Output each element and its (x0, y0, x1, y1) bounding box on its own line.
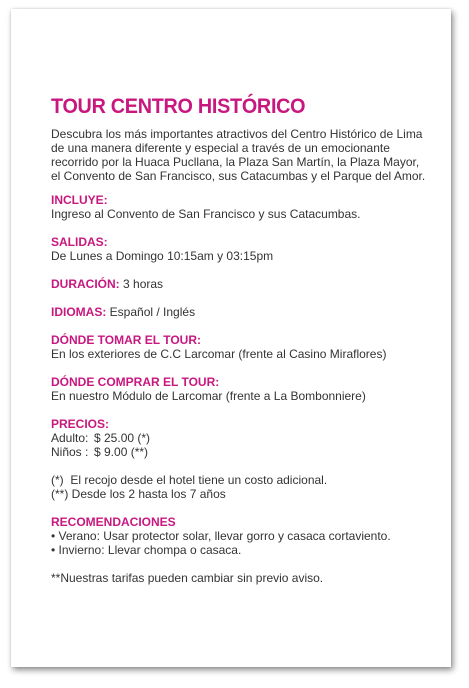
duracion-label: DURACIÓN: (51, 277, 120, 291)
donde-tomar-text: En los exteriores de C.C Larcomar (frente al Casino Miraflores) (51, 347, 387, 361)
price-row-adulto (51, 431, 441, 445)
section-precios (51, 417, 441, 459)
intro-paragraph (51, 127, 441, 183)
section-recomendaciones (51, 515, 441, 557)
donde-tomar-label: DÓNDE TOMAR EL TOUR: (51, 333, 202, 347)
nota-line: (**) Desde los 2 hasta los 7 años (51, 487, 226, 501)
salidas-text: De Lunes a Domingo 10:15am y 03:15pm (51, 249, 274, 263)
intro-line: recorrido por la Huaca Pucllana, la Plaza San Martín, la Plaza Mayor, (51, 155, 420, 169)
idiomas-label: IDIOMAS: (51, 305, 107, 319)
section-idiomas (51, 305, 441, 319)
tour-card (11, 9, 451, 667)
aviso-text: **Nuestras tarifas pueden cambiar sin previo aviso. (51, 571, 324, 585)
section-salidas (51, 235, 441, 263)
donde-comprar-text: En nuestro Módulo de Larcomar (frente a La Bombonniere) (51, 389, 366, 403)
page-title: TOUR CENTRO HISTÓRICO (51, 94, 306, 118)
intro-line: el Convento de San Francisco, sus Catacumbas y el Parque del Amor. (51, 169, 426, 183)
intro-line: Descubra los más importantes atractivos del Centro Histórico de Lima (51, 127, 423, 141)
recomendacion-item: • Invierno: Llevar chompa o casaca. (51, 543, 242, 557)
salidas-label: SALIDAS: (51, 235, 108, 249)
price-name: Adulto: (51, 431, 89, 445)
donde-comprar-label: DÓNDE COMPRAR EL TOUR: (51, 375, 220, 389)
section-notas (51, 473, 441, 501)
incluye-text: Ingreso al Convento de San Francisco y sus Catacumbas. (51, 207, 361, 221)
section-donde-comprar (51, 375, 441, 403)
price-value: $ 25.00 (*) (94, 431, 151, 445)
incluye-label: INCLUYE: (51, 193, 108, 207)
nota-line: (*) El recojo desde el hotel tiene un costo adicional. (51, 473, 328, 487)
price-name: Niños : (51, 445, 89, 459)
section-donde-tomar (51, 333, 441, 361)
section-aviso (51, 571, 441, 585)
precios-label: PRECIOS: (51, 417, 110, 431)
intro-line: de una manera diferente y especial a través de un emocionante (51, 141, 390, 155)
section-incluye (51, 193, 441, 221)
idiomas-text: Español / Inglés (106, 305, 196, 319)
recomendacion-item: • Verano: Usar protector solar, llevar gorro y casaca cortaviento. (51, 529, 391, 543)
tour-content (51, 93, 441, 599)
recomendaciones-label: RECOMENDACIONES (51, 515, 176, 529)
price-value: $ 9.00 (**) (94, 445, 149, 459)
price-row-ninos (51, 445, 441, 459)
section-duracion (51, 277, 441, 291)
duracion-text: 3 horas (119, 277, 164, 291)
